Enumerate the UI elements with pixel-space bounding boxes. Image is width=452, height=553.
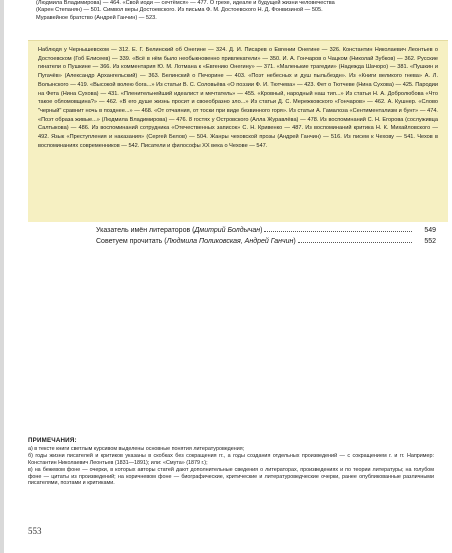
index-row: Советуем прочитать ( Людмила Поликовская, Андрей Ганчин ) 552 — [96, 238, 436, 245]
index-page: 549 — [424, 227, 436, 234]
note-item: б) годы жизни писателей и критиков указаны в скобках без сокращения гг., а годы создания отдельных произведений — с сокращением г. и гг. Например: Константин Николаевич Леонтьев (1831—1891); или: «Смута» (1879 г.); — [28, 452, 434, 466]
toc-continuation-top — [28, 0, 452, 38]
index-title: Советуем прочитать — [96, 238, 163, 245]
toc-line: (Людмила Владимирова) — 464. «Свой иоди — сечтёмся» — 477. О грехе, идеале и будущей жизни человечества — [36, 0, 335, 6]
note-item: в) на бежевом фоне — очерки, в которых авторы статей дают дополнительные сведения о литераторах, произведениях и по теории литературы; на голубом фоне — цитаты из произведений; на коричневом фоне — биографические, критические и литературоведческие очерки, ранее опубликованные различными писателями, поэтами и критиками. — [28, 466, 434, 487]
index-author: Дмитрий Болдычан — [194, 227, 261, 234]
index-title: Указатель имён литераторов — [96, 227, 191, 234]
page-number: 553 — [28, 526, 42, 536]
spine-edge — [0, 0, 4, 553]
index-author: Людмила Поликовская, Андрей Ганчин — [166, 238, 294, 245]
notes-section — [28, 438, 434, 487]
index-list — [96, 225, 436, 247]
toc-line: (Карен Степанян) — 501. Символ веры Достоевского. Из письма Ф. М. Достоевского Н. Д. Фонвизиной — 505. — [36, 7, 323, 14]
note-item: а) в тексте книги светлым курсивом выделены основные понятия литературоведения; — [28, 445, 245, 452]
index-page: 552 — [424, 238, 436, 245]
toc-highlighted-block — [28, 40, 448, 222]
toc-paragraph: Наблюдя у Чернышевском — 312. Е. Г. Белинский об Онегине — 324. Д. И. Писарев о Евгении Онегине — 326. Константин Николаевич Леонтьев о Достоевском (Гоб Елисеев) — 339. «Всё в нём было необыкновенно привлекатели» — 350. И. А. Гончаров о Чацком (Николай Зубков) — 362. Русские гинатели о Пушкине — 366. Из комментария Ю. М. Лотмана к «Евгению Онегину» — 371. «Маленькие трагедии» (Надежда Шачоро) — 381. «Пушкин и Пугачёв» (Александр Архангельский) — 363. Белинский о Печорине — 403. «Поэт небесных и душ пыльбездн». Из «Книги великого гнева» А. Л. Волынского — 419. «Высокой волею бога...» Из статьи В. С. Соловьёва «О поэзии Ф. И. Тютчева» — 423. Фет о Тютчеве (Нина Сухова) — 425. Пародии на Фета (Нина Сухова) — 431. «Пленительнейший идеалист и мечтатель» — 455. «Кровный, народный наш тип...» Из статьи Н. А. Добролюбова «Что такое обломовщина?» — 462. «В его душе жизнь просит и своеобразно зло...» Из статьи Д. С. Мережковского «Гончаров» — 462. А. Кушнер. «Слово "черный" сравнит ночь в позднее...» — 468. «От отчаяния, от тоски при виде безвинного горя». Из статьи А. Гамалоза «Сентиментализм и бунт» — 474. «Поэт образа живые...» (Людмила Владимирова) — 476. 8 гостях у Островского (Алла Журавлёва) — 478. Из воспоминаний С. Н. Егорова (сослуживца Салтыкова) — 486. Из воспоминаний сотрудника «Отечественных записок» С. Н. Кривенко — 487. Из воспоминаний критика Н. К. Михайловского — 492. Язык «Преступления и наказания» (Сергей Белов) — 504. Жанры чеховской прозы (Андрей Ганчин) — 516. Из писем к Чехову — 541. Чехов в воспоминаниях современников — 542. Писатели и философы XX века о Чехове — 547. — [38, 47, 438, 149]
leader-dots — [264, 226, 412, 232]
index-row: Указатель имён литераторов ( Дмитрий Болдычан ) 549 — [96, 227, 436, 234]
notes-heading: ПРИМЕЧАНИЯ: — [28, 437, 77, 444]
toc-line: Муравейное братство (Андрей Ганчин) — 523. — [36, 14, 157, 21]
leader-dots — [298, 237, 412, 243]
